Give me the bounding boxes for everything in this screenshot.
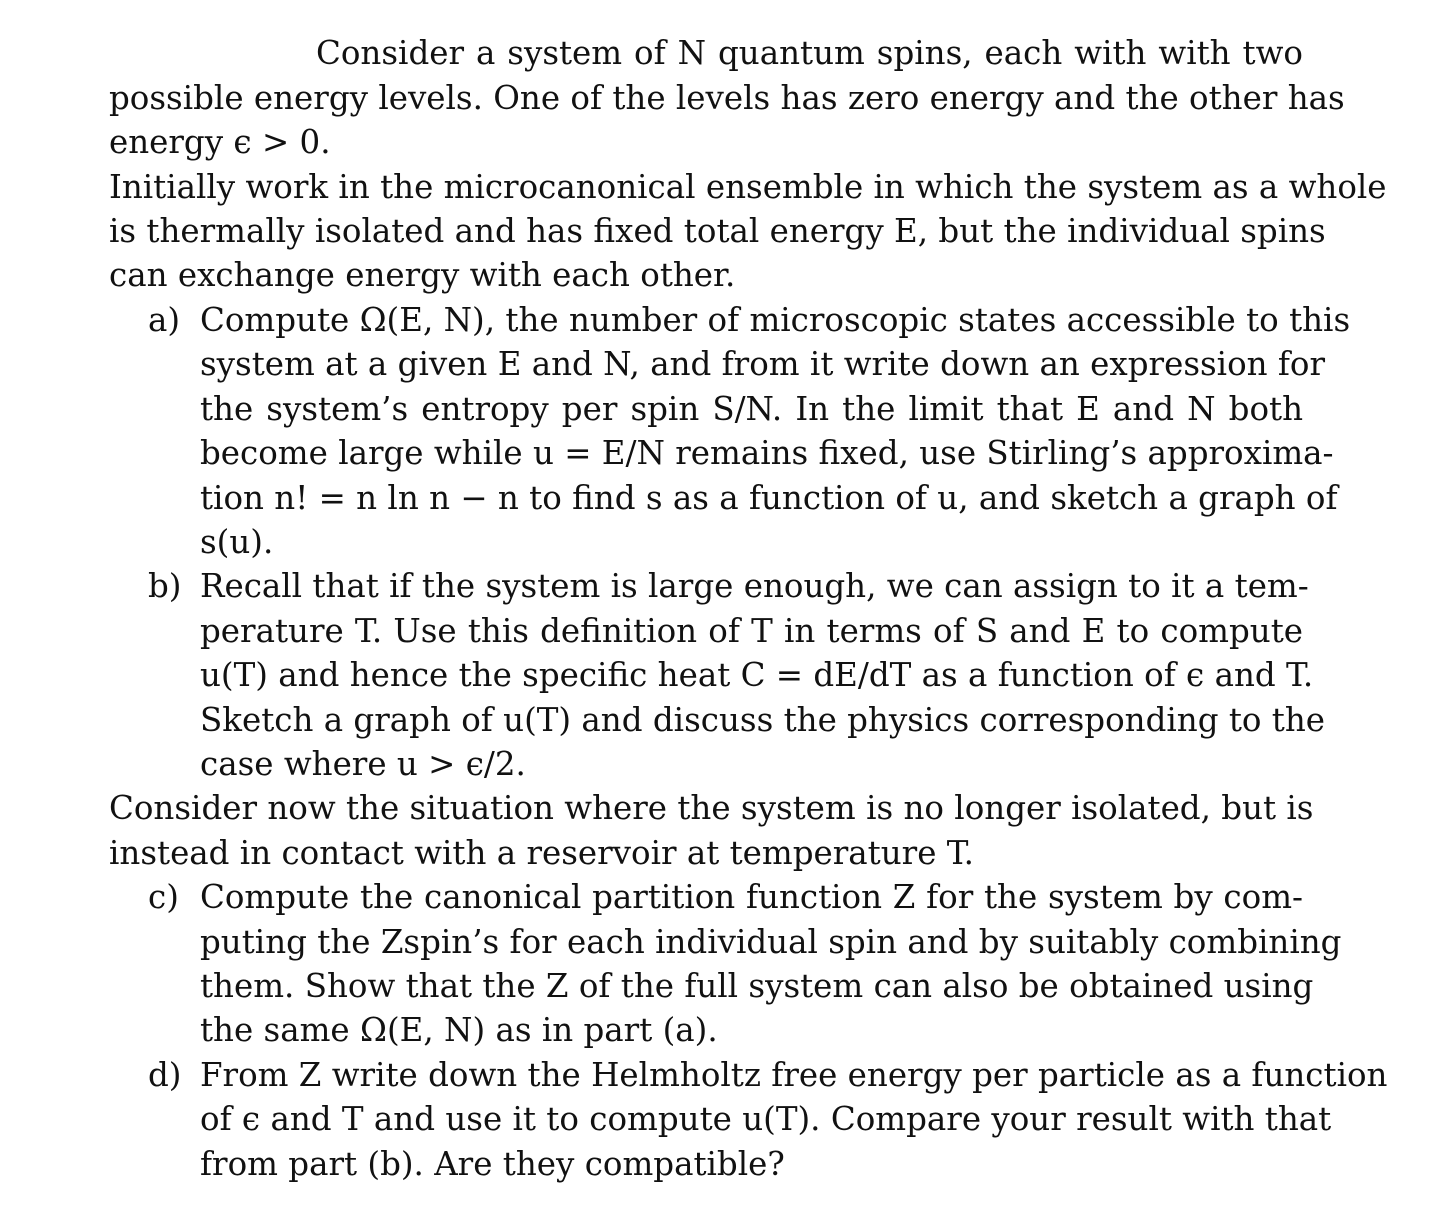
part-a-label: a) <box>148 301 181 339</box>
middle-line-2: instead in contact with a reservoir at temperature T. <box>109 834 974 872</box>
middle-line-1: Consider now the situation where the system is no longer isolated, but is <box>109 789 1314 827</box>
part-c-line-2: puting the Zspin’s for each individual spin and by suitably combining <box>200 923 1342 961</box>
intro-line-1: Consider a system of N quantum spins, each with with two <box>316 34 1303 72</box>
intro-line-3: energy ϵ > 0. <box>109 123 331 161</box>
part-c-line-1: Compute the canonical partition function Z for the system by com- <box>200 878 1303 916</box>
part-b-line-3: u(T) and hence the specific heat C = dE/dT as a function of ϵ and T. <box>200 656 1314 694</box>
part-a-line-2: system at a given E and N, and from it write down an expression for <box>200 345 1326 383</box>
part-b-line-2: perature T. Use this definition of T in terms of S and E to compute <box>200 612 1303 650</box>
part-a-line-5: tion n! = n ln n − n to find s as a function of u, and sketch a graph of <box>200 479 1338 517</box>
part-c-label: c) <box>148 878 179 916</box>
part-c-line-4: the same Ω(E, N) as in part (a). <box>200 1011 718 1049</box>
part-d-line-3: from part (b). Are they compatible? <box>200 1145 785 1183</box>
part-b-line-1: Recall that if the system is large enough, we can assign to it a tem- <box>200 567 1309 605</box>
part-a-line-6: s(u). <box>200 523 274 561</box>
intro-line-2: possible energy levels. One of the levels has zero energy and the other has <box>109 79 1345 117</box>
part-a-line-1: Compute Ω(E, N), the number of microscopic states accessible to this <box>200 301 1351 339</box>
part-d-line-2: of ϵ and T and use it to compute u(T). Compare your result with that <box>200 1100 1332 1138</box>
part-c-line-3: them. Show that the Z of the full system can also be obtained using <box>200 967 1314 1005</box>
intro-line-6: can exchange energy with each other. <box>109 256 736 294</box>
part-a-line-4: become large while u = E/N remains fixed, use Stirling’s approxima- <box>200 434 1334 472</box>
part-d-label: d) <box>148 1056 182 1094</box>
intro-line-4: Initially work in the microcanonical ensemble in which the system as a whole <box>109 168 1387 206</box>
part-b-line-4: Sketch a graph of u(T) and discuss the physics corresponding to the <box>200 701 1326 739</box>
part-a-line-3: the system’s entropy per spin S/N. In the limit that E and N both <box>200 390 1303 428</box>
part-b-label: b) <box>148 567 182 605</box>
intro-line-5: is thermally isolated and has fixed total energy E, but the individual spins <box>109 212 1326 250</box>
part-b-line-5: case where u > ϵ/2. <box>200 745 526 783</box>
part-d-line-1: From Z write down the Helmholtz free energy per particle as a function <box>200 1056 1388 1094</box>
